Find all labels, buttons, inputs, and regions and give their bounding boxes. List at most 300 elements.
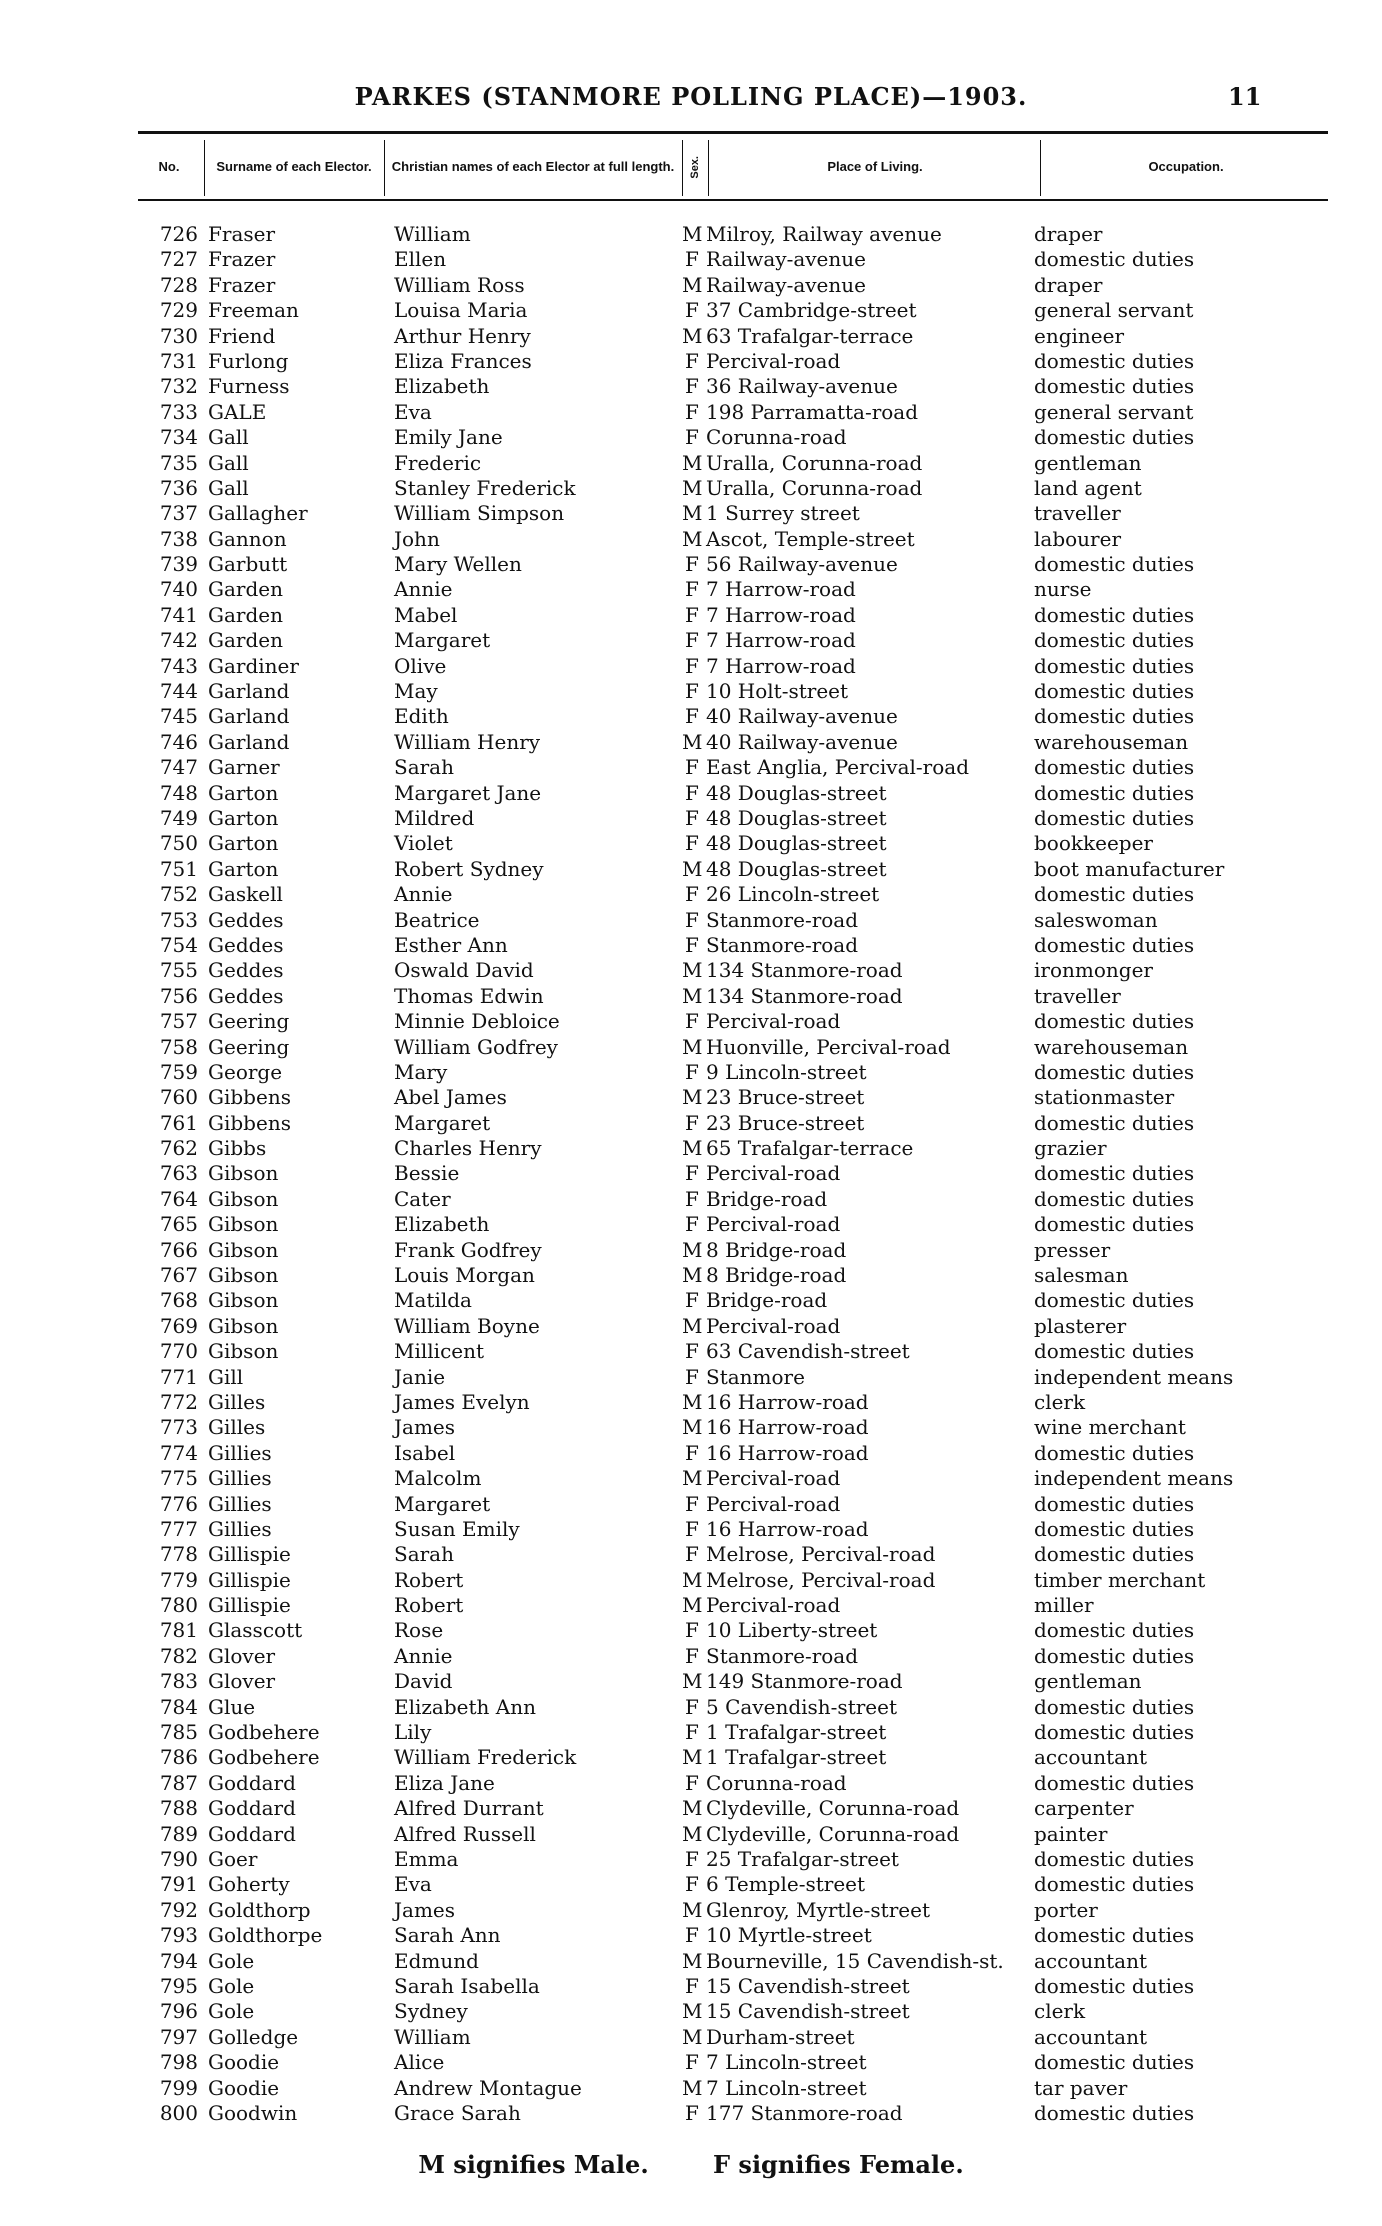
elector-sex: F — [685, 932, 699, 957]
elector-place-of-living: 8 Bridge-road — [706, 1237, 847, 1262]
column-divider — [384, 140, 385, 196]
elector-sex: F — [685, 1059, 699, 1084]
elector-number: 756 — [159, 983, 198, 1008]
elector-christian-names: Oswald David — [394, 958, 534, 983]
elector-number: 763 — [159, 1161, 198, 1186]
elector-occupation: domestic duties — [1034, 1643, 1195, 1668]
elector-surname: Gibbs — [208, 1136, 267, 1161]
elector-sex: M — [682, 501, 703, 526]
elector-sex: M — [682, 958, 703, 983]
elector-place-of-living: 56 Railway-avenue — [706, 552, 898, 577]
elector-christian-names: Stanley Frederick — [394, 475, 576, 500]
elector-sex: F — [685, 1770, 699, 1795]
elector-occupation: domestic duties — [1034, 1694, 1195, 1719]
elector-place-of-living: 48 Douglas-street — [706, 856, 887, 881]
elector-christian-names: Robert Sydney — [394, 856, 544, 881]
elector-occupation: saleswoman — [1034, 907, 1158, 932]
elector-number: 779 — [159, 1567, 198, 1592]
elector-sex: M — [682, 1085, 703, 1110]
table-row — [0, 1923, 1382, 1948]
elector-christian-names: Emily Jane — [394, 425, 503, 450]
elector-surname: Frazer — [208, 247, 276, 272]
elector-sex: F — [685, 882, 699, 907]
elector-number: 775 — [159, 1466, 198, 1491]
elector-surname: Furness — [208, 374, 290, 399]
elector-place-of-living: Stanmore-road — [706, 932, 859, 957]
elector-number: 777 — [159, 1516, 198, 1541]
elector-occupation: domestic duties — [1034, 1720, 1195, 1745]
elector-surname: Garton — [208, 856, 279, 881]
elector-christian-names: Louisa Maria — [394, 298, 528, 323]
elector-occupation: domestic duties — [1034, 1516, 1195, 1541]
elector-sex: F — [685, 1009, 699, 1034]
table-row — [0, 1085, 1382, 1110]
elector-surname: Gibson — [208, 1288, 279, 1313]
table-row — [0, 1111, 1382, 1136]
table-row — [0, 679, 1382, 704]
elector-occupation: domestic duties — [1034, 1186, 1195, 1211]
elector-surname: Goldthorp — [208, 1897, 311, 1922]
elector-place-of-living: 134 Stanmore-road — [706, 983, 903, 1008]
elector-place-of-living: 16 Harrow-road — [706, 1440, 869, 1465]
elector-place-of-living: 6 Temple-street — [706, 1872, 866, 1897]
elector-place-of-living: 48 Douglas-street — [706, 805, 887, 830]
elector-christian-names: Lily — [394, 1720, 432, 1745]
elector-occupation: domestic duties — [1034, 1161, 1195, 1186]
elector-surname: Fraser — [208, 222, 276, 246]
elector-christian-names: Alice — [394, 2050, 445, 2075]
elector-place-of-living: 7 Harrow-road — [706, 602, 856, 627]
table-row — [0, 1492, 1382, 1517]
elector-place-of-living: Percival-road — [706, 1009, 841, 1034]
elector-number: 793 — [159, 1923, 198, 1948]
elector-occupation: independent means — [1034, 1364, 1234, 1389]
elector-place-of-living: 48 Douglas-street — [706, 831, 887, 856]
elector-surname: Gibbens — [208, 1110, 291, 1135]
elector-number: 786 — [159, 1745, 198, 1770]
elector-surname: Furlong — [208, 348, 289, 373]
elector-sex: M — [682, 856, 703, 881]
elector-place-of-living: Ascot, Temple-street — [706, 526, 915, 551]
elector-number: 746 — [159, 729, 198, 754]
elector-surname: Frazer — [208, 272, 276, 297]
elector-christian-names: Robert — [394, 1593, 464, 1618]
table-row — [0, 1745, 1382, 1770]
elector-number: 759 — [159, 1059, 198, 1084]
elector-sex: F — [685, 1720, 699, 1745]
elector-surname: Gardiner — [208, 653, 299, 678]
elector-place-of-living: 48 Douglas-street — [706, 780, 887, 805]
elector-surname: Gole — [208, 1948, 255, 1973]
elector-sex: F — [685, 1694, 699, 1719]
column-divider — [682, 140, 683, 196]
elector-sex: F — [685, 399, 699, 424]
elector-surname: GALE — [208, 399, 267, 424]
elector-surname: Goer — [208, 1847, 258, 1871]
elector-occupation: grazier — [1034, 1136, 1107, 1161]
elector-place-of-living: Railway-avenue — [706, 272, 866, 297]
elector-occupation: carpenter — [1034, 1796, 1134, 1821]
elector-sex: M — [682, 1948, 703, 1973]
elector-number: 780 — [159, 1593, 198, 1618]
legend-female: F signifies Female. — [713, 2150, 964, 2179]
elector-sex: M — [682, 222, 703, 246]
elector-christian-names: Mary — [394, 1059, 448, 1084]
elector-place-of-living: 1 Trafalgar-street — [706, 1720, 887, 1745]
elector-christian-names: Sydney — [394, 1999, 468, 2024]
elector-occupation: salesman — [1034, 1263, 1129, 1288]
elector-occupation: domestic duties — [1034, 932, 1195, 957]
elector-number: 782 — [159, 1643, 198, 1668]
elector-number: 772 — [159, 1389, 198, 1414]
elector-christian-names: Frederic — [394, 450, 482, 475]
elector-christian-names: Margaret — [394, 628, 491, 653]
elector-christian-names: Charles Henry — [394, 1136, 542, 1161]
elector-number: 770 — [159, 1339, 198, 1364]
elector-sex: M — [682, 1136, 703, 1161]
elector-sex: F — [685, 2050, 699, 2075]
elector-number: 758 — [159, 1034, 198, 1059]
elector-surname: Gillispie — [208, 1593, 291, 1618]
elector-place-of-living: Percival-road — [706, 1212, 841, 1237]
elector-surname: Golledge — [208, 2024, 299, 2049]
elector-occupation: draper — [1034, 222, 1103, 246]
elector-number: 749 — [159, 805, 198, 830]
elector-christian-names: Eliza Frances — [394, 348, 532, 373]
elector-place-of-living: 63 Cavendish-street — [706, 1339, 910, 1364]
elector-place-of-living: 7 Harrow-road — [706, 653, 856, 678]
elector-christian-names: Millicent — [394, 1339, 485, 1364]
elector-number: 727 — [159, 247, 198, 272]
elector-occupation: domestic duties — [1034, 704, 1195, 729]
elector-christian-names: William Henry — [394, 729, 541, 754]
elector-sex: M — [682, 2024, 703, 2049]
table-row — [0, 400, 1382, 425]
elector-surname: Gillies — [208, 1466, 272, 1491]
table-row — [0, 1999, 1382, 2024]
page-title: PARKES (STANMORE POLLING PLACE)—1903. — [354, 82, 1028, 111]
elector-number: 784 — [159, 1694, 198, 1719]
elector-surname: Glover — [208, 1643, 276, 1668]
elector-sex: F — [685, 679, 699, 704]
elector-sex: F — [685, 602, 699, 627]
elector-occupation: domestic duties — [1034, 2100, 1195, 2125]
elector-place-of-living: 7 Lincoln-street — [706, 2050, 867, 2075]
elector-sex: F — [685, 1973, 699, 1998]
table-row — [0, 1898, 1382, 1923]
elector-surname: Goddard — [208, 1796, 296, 1821]
elector-christian-names: Margaret Jane — [394, 780, 542, 805]
elector-sex: M — [682, 1669, 703, 1694]
elector-occupation: general servant — [1034, 399, 1194, 424]
column-divider — [708, 140, 709, 196]
table-row — [0, 1542, 1382, 1567]
elector-sex: M — [682, 1796, 703, 1821]
elector-sex: F — [685, 1212, 699, 1237]
elector-sex: M — [682, 983, 703, 1008]
elector-christian-names: Sarah Isabella — [394, 1973, 540, 1998]
elector-occupation: domestic duties — [1034, 1009, 1195, 1034]
elector-christian-names: Esther Ann — [394, 932, 508, 957]
elector-sex: F — [685, 755, 699, 780]
elector-christian-names: Rose — [394, 1618, 444, 1643]
elector-number: 800 — [159, 2100, 198, 2125]
elector-number: 742 — [159, 628, 198, 653]
table-row — [0, 1796, 1382, 1821]
elector-surname: Geddes — [208, 983, 284, 1008]
elector-place-of-living: 36 Railway-avenue — [706, 374, 898, 399]
elector-occupation: domestic duties — [1034, 679, 1195, 704]
elector-christian-names: May — [394, 679, 438, 704]
elector-sex: F — [685, 907, 699, 932]
elector-surname: Geddes — [208, 958, 284, 983]
elector-surname: Gillispie — [208, 1542, 291, 1567]
elector-surname: Garland — [208, 704, 290, 729]
elector-occupation: domestic duties — [1034, 755, 1195, 780]
elector-number: 752 — [159, 882, 198, 907]
elector-christian-names: Alfred Durrant — [394, 1796, 544, 1821]
elector-number: 771 — [159, 1364, 198, 1389]
elector-surname: Gillies — [208, 1491, 272, 1516]
elector-sex: F — [685, 1516, 699, 1541]
elector-occupation: domestic duties — [1034, 1872, 1195, 1897]
table-row — [0, 1771, 1382, 1796]
elector-christian-names: Malcolm — [394, 1466, 482, 1491]
elector-sex: M — [682, 1237, 703, 1262]
elector-number: 783 — [159, 1669, 198, 1694]
elector-number: 778 — [159, 1542, 198, 1567]
elector-surname: Gilles — [208, 1415, 266, 1440]
elector-occupation: draper — [1034, 272, 1103, 297]
table-row — [0, 1517, 1382, 1542]
elector-christian-names: David — [394, 1669, 453, 1694]
elector-occupation: domestic duties — [1034, 1770, 1195, 1795]
elector-number: 799 — [159, 2075, 198, 2100]
elector-sex: F — [685, 425, 699, 450]
table-row — [0, 1009, 1382, 1034]
table-row — [0, 1872, 1382, 1897]
elector-sex: F — [685, 1110, 699, 1135]
elector-number: 743 — [159, 653, 198, 678]
table-row — [0, 1212, 1382, 1237]
elector-occupation: independent means — [1034, 1466, 1234, 1491]
elector-number: 728 — [159, 272, 198, 297]
elector-place-of-living: Glenroy, Myrtle-street — [706, 1897, 930, 1922]
elector-occupation: domestic duties — [1034, 1059, 1195, 1084]
elector-occupation: porter — [1034, 1897, 1098, 1922]
elector-sex: M — [682, 1567, 703, 1592]
elector-place-of-living: 10 Holt-street — [706, 679, 849, 704]
elector-christian-names: Isabel — [394, 1440, 456, 1465]
elector-christian-names: Mildred — [394, 805, 475, 830]
elector-christian-names: Sarah — [394, 755, 454, 780]
column-header-no: No. — [158, 158, 180, 174]
elector-place-of-living: Stanmore — [706, 1364, 805, 1389]
elector-place-of-living: 10 Liberty-street — [706, 1618, 878, 1643]
elector-number: 744 — [159, 679, 198, 704]
elector-place-of-living: 40 Railway-avenue — [706, 704, 898, 729]
table-row — [0, 984, 1382, 1009]
elector-occupation: domestic duties — [1034, 602, 1195, 627]
elector-occupation: domestic duties — [1034, 780, 1195, 805]
elector-sex: F — [685, 2100, 699, 2125]
elector-number: 776 — [159, 1491, 198, 1516]
elector-surname: Geering — [208, 1034, 290, 1059]
elector-sex: M — [682, 323, 703, 348]
elector-christian-names: Andrew Montague — [394, 2075, 582, 2100]
elector-surname: Godbehere — [208, 1745, 320, 1770]
elector-occupation: accountant — [1034, 1948, 1148, 1973]
elector-number: 761 — [159, 1110, 198, 1135]
table-row — [0, 324, 1382, 349]
elector-sex: M — [682, 1034, 703, 1059]
elector-occupation: warehouseman — [1034, 1034, 1189, 1059]
elector-christian-names: Elizabeth — [394, 1212, 490, 1237]
elector-occupation: land agent — [1034, 475, 1142, 500]
elector-place-of-living: 65 Trafalgar-terrace — [706, 1136, 914, 1161]
elector-number: 733 — [159, 399, 198, 424]
table-row — [0, 1415, 1382, 1440]
page-number: 11 — [1228, 82, 1262, 111]
elector-christian-names: James — [394, 1897, 456, 1922]
elector-number: 764 — [159, 1186, 198, 1211]
elector-sex: M — [682, 526, 703, 551]
header-rule-bottom — [138, 199, 1328, 201]
elector-sex: F — [685, 704, 699, 729]
elector-christian-names: Robert — [394, 1567, 464, 1592]
elector-occupation: domestic duties — [1034, 1110, 1195, 1135]
elector-sex: M — [682, 1466, 703, 1491]
elector-surname: Garland — [208, 729, 290, 754]
elector-christian-names: Janie — [394, 1364, 446, 1389]
elector-number: 731 — [159, 348, 198, 373]
elector-place-of-living: Bourneville, 15 Cavendish-st. — [706, 1948, 1004, 1973]
elector-surname: Gibson — [208, 1339, 279, 1364]
elector-surname: Gibson — [208, 1263, 279, 1288]
elector-place-of-living: Bridge-road — [706, 1288, 828, 1313]
elector-number: 729 — [159, 298, 198, 323]
elector-place-of-living: Percival-road — [706, 1466, 841, 1491]
elector-surname: Gilles — [208, 1389, 266, 1414]
elector-surname: Gall — [208, 450, 249, 475]
elector-place-of-living: Durham-street — [706, 2024, 855, 2049]
elector-number: 794 — [159, 1948, 198, 1973]
elector-place-of-living: 9 Lincoln-street — [706, 1059, 867, 1084]
elector-christian-names: William Godfrey — [394, 1034, 558, 1059]
elector-sex: F — [685, 1872, 699, 1897]
table-row — [0, 1339, 1382, 1364]
elector-christian-names: Edith — [394, 704, 449, 729]
elector-sex: F — [685, 577, 699, 602]
elector-number: 745 — [159, 704, 198, 729]
elector-occupation: miller — [1034, 1593, 1094, 1618]
elector-place-of-living: 7 Harrow-road — [706, 577, 856, 602]
table-row — [0, 755, 1382, 780]
elector-place-of-living: Percival-road — [706, 1593, 841, 1618]
table-row — [0, 628, 1382, 653]
elector-occupation: domestic duties — [1034, 1212, 1195, 1237]
table-row — [0, 603, 1382, 628]
elector-christian-names: Eva — [394, 399, 432, 424]
elector-surname: George — [208, 1059, 283, 1084]
table-row — [0, 425, 1382, 450]
elector-christian-names: Mabel — [394, 602, 458, 627]
elector-surname: Goodie — [208, 2050, 280, 2075]
elector-surname: Goddard — [208, 1770, 296, 1795]
elector-occupation: domestic duties — [1034, 2050, 1195, 2075]
elector-place-of-living: 7 Lincoln-street — [706, 2075, 867, 2100]
elector-place-of-living: Clydeville, Corunna-road — [706, 1796, 960, 1821]
elector-surname: Garden — [208, 628, 283, 653]
elector-christian-names: William — [394, 222, 471, 246]
elector-sex: M — [682, 1313, 703, 1338]
table-row — [0, 222, 1382, 247]
table-row — [0, 2050, 1382, 2075]
table-row — [0, 1187, 1382, 1212]
elector-place-of-living: 134 Stanmore-road — [706, 958, 903, 983]
elector-occupation: domestic duties — [1034, 882, 1195, 907]
elector-christian-names: Sarah Ann — [394, 1923, 501, 1948]
elector-occupation: domestic duties — [1034, 1339, 1195, 1364]
elector-number: 766 — [159, 1237, 198, 1262]
elector-place-of-living: 5 Cavendish-street — [706, 1694, 897, 1719]
elector-occupation: timber merchant — [1034, 1567, 1206, 1592]
elector-occupation: domestic duties — [1034, 425, 1195, 450]
elector-place-of-living: Clydeville, Corunna-road — [706, 1821, 960, 1846]
elector-surname: Garton — [208, 780, 279, 805]
elector-place-of-living: Melrose, Percival-road — [706, 1567, 936, 1592]
elector-sex: M — [682, 1999, 703, 2024]
header-rule-top — [138, 131, 1328, 134]
elector-sex: M — [682, 1897, 703, 1922]
elector-christian-names: Annie — [394, 577, 453, 602]
elector-surname: Garland — [208, 679, 290, 704]
column-header-christian-names: Christian names of each Elector at full length. — [391, 158, 675, 174]
elector-christian-names: William Simpson — [394, 501, 565, 526]
elector-occupation: domestic duties — [1034, 1440, 1195, 1465]
elector-occupation: domestic duties — [1034, 1491, 1195, 1516]
elector-christian-names: Edmund — [394, 1948, 479, 1973]
elector-sex: F — [685, 298, 699, 323]
table-row — [0, 2076, 1382, 2101]
elector-place-of-living: 16 Harrow-road — [706, 1516, 869, 1541]
table-row — [0, 781, 1382, 806]
elector-number: 739 — [159, 552, 198, 577]
table-row — [0, 1288, 1382, 1313]
column-divider — [204, 140, 205, 196]
elector-number: 760 — [159, 1085, 198, 1110]
elector-christian-names: Annie — [394, 882, 453, 907]
elector-sex: M — [682, 1263, 703, 1288]
elector-sex: F — [685, 1161, 699, 1186]
elector-surname: Gillispie — [208, 1567, 291, 1592]
elector-christian-names: Elizabeth — [394, 374, 490, 399]
table-row — [0, 1618, 1382, 1643]
elector-surname: Gibson — [208, 1212, 279, 1237]
table-row — [0, 1669, 1382, 1694]
sex-legend — [0, 2150, 1382, 2179]
elector-sex: F — [685, 552, 699, 577]
elector-sex: F — [685, 1288, 699, 1313]
table-row — [0, 1314, 1382, 1339]
elector-number: 754 — [159, 932, 198, 957]
elector-surname: Geddes — [208, 932, 284, 957]
table-row — [0, 247, 1382, 272]
elector-christian-names: Grace Sarah — [394, 2100, 521, 2125]
table-row — [0, 1847, 1382, 1872]
table-row — [0, 1974, 1382, 1999]
table-row — [0, 1136, 1382, 1161]
